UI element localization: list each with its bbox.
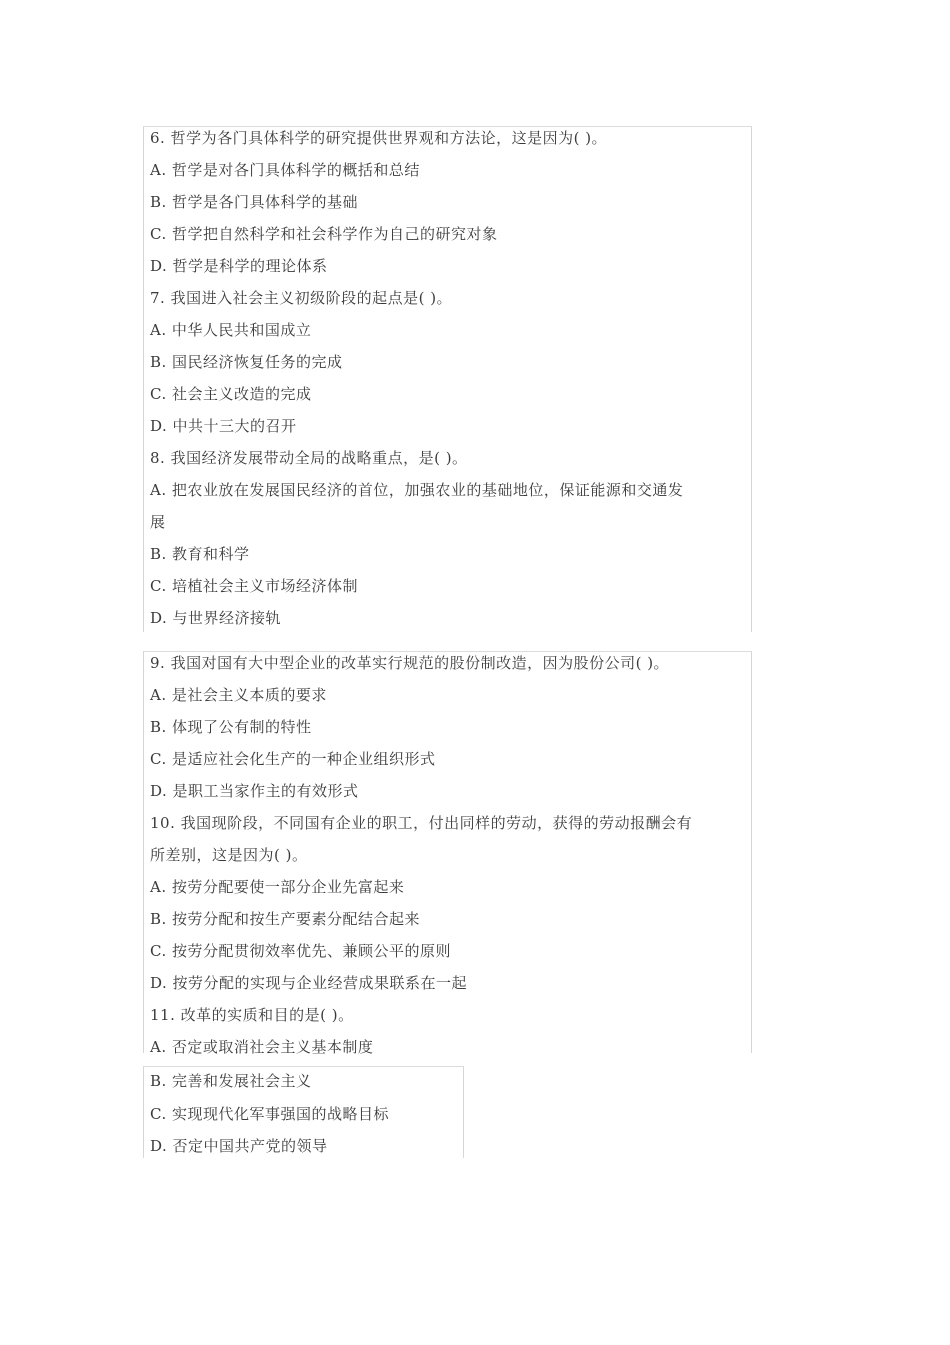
text-line: D. 按劳分配的实现与企业经营成果联系在一起 bbox=[150, 974, 468, 992]
text-line: 10. 我国现阶段，不同国有企业的职工，付出同样的劳动，获得的劳动报酬会有 bbox=[150, 814, 693, 832]
text-line: D. 哲学是科学的理论体系 bbox=[150, 257, 328, 275]
text-line: C. 培植社会主义市场经济体制 bbox=[150, 577, 358, 595]
text-line: 展 bbox=[150, 513, 166, 531]
text-line: B. 完善和发展社会主义 bbox=[150, 1072, 312, 1090]
text-line: D. 中共十三大的召开 bbox=[150, 417, 297, 435]
text-line: C. 哲学把自然科学和社会科学作为自己的研究对象 bbox=[150, 225, 498, 243]
text-line: C. 按劳分配贯彻效率优先、兼顾公平的原则 bbox=[150, 942, 451, 960]
text-line: B. 教育和科学 bbox=[150, 545, 250, 563]
text-line: B. 哲学是各门具体科学的基础 bbox=[150, 193, 359, 211]
text-line: D. 是职工当家作主的有效形式 bbox=[150, 782, 359, 800]
text-line: D. 否定中国共产党的领导 bbox=[150, 1137, 328, 1155]
text-line: A. 按劳分配要使一部分企业先富起来 bbox=[150, 878, 405, 896]
text-line: C. 实现现代化军事强国的战略目标 bbox=[150, 1104, 389, 1123]
question-block-3 bbox=[143, 1066, 464, 1158]
text-line: A. 中华人民共和国成立 bbox=[150, 321, 312, 339]
text-line: 8. 我国经济发展带动全局的战略重点，是( )。 bbox=[150, 449, 468, 467]
text-line: 所差别，这是因为( )。 bbox=[150, 846, 308, 864]
question-block-2 bbox=[143, 651, 752, 1056]
question-block-1 bbox=[143, 126, 752, 632]
text-line: 7. 我国进入社会主义初级阶段的起点是( )。 bbox=[150, 289, 453, 307]
text-line: A. 哲学是对各门具体科学的概括和总结 bbox=[150, 161, 420, 179]
text-line: D. 与世界经济接轨 bbox=[150, 609, 282, 627]
text-line: A. 把农业放在发展国民经济的首位，加强农业的基础地位，保证能源和交通发 bbox=[150, 481, 684, 499]
text-line: A. 否定或取消社会主义基本制度 bbox=[150, 1038, 374, 1056]
text-line: B. 按劳分配和按生产要素分配结合起来 bbox=[150, 910, 421, 928]
text-line: C. 社会主义改造的完成 bbox=[150, 385, 312, 403]
text-line: B. 体现了公有制的特性 bbox=[150, 718, 312, 736]
text-line: B. 国民经济恢复任务的完成 bbox=[150, 353, 343, 371]
text-line: A. 是社会主义本质的要求 bbox=[150, 686, 327, 704]
text-line: 6. 哲学为各门具体科学的研究提供世界观和方法论，这是因为( )。 bbox=[150, 129, 608, 147]
text-line: C. 是适应社会化生产的一种企业组织形式 bbox=[150, 750, 436, 768]
text-line: 9. 我国对国有大中型企业的改革实行规范的股份制改造，因为股份公司( )。 bbox=[150, 654, 670, 672]
text-line: 11. 改革的实质和目的是( )。 bbox=[150, 1006, 354, 1024]
